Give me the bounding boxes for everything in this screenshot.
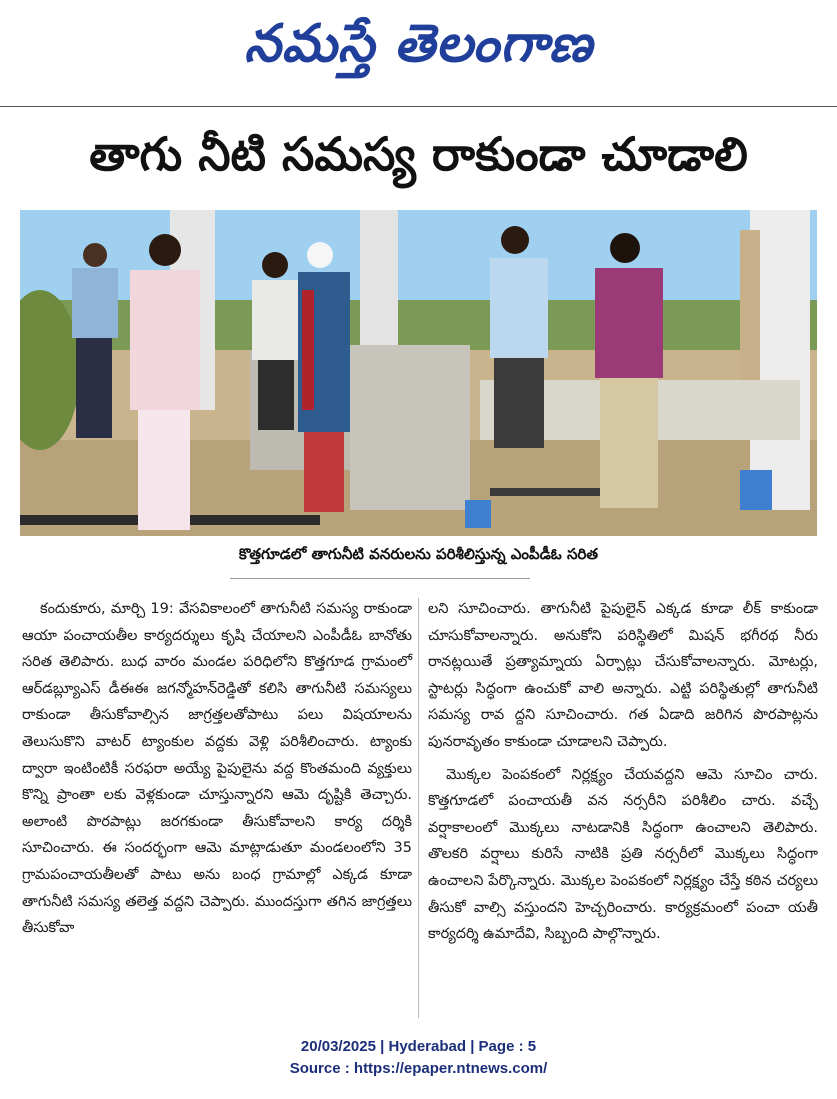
article-paragraph: కందుకూరు, మార్చి 19: వేసవికాలంలో తాగునీటి సమస్య రాకుండా ఆయా పంచాయతీల కార్యదర్శులు కృషి చేయాలని ఎంపీడీఓ బానోతు సరిత తెలిపారు. బుధ వారం మండల పరిధిలోని కొత్తగూడ గ్రామంలో ఆర్‌డబ్ల్యూఎస్ డీఈఈ జగన్మోహన్‌రెడ్డితో కలిసి తాగునీటి సమస్యలు రాకుండా తీసుకోవాల్సిన జాగ్రత్తలతోపాటు పలు విషయాలను తెలుసుకొని వాటర్ ట్యాంకుల వద్దకు వెళ్లి పరిశీలించారు. ట్యాంకు ద్వారా ఇంటింటికీ సరఫరా అయ్యే పైపులైను వద్ద కొంతమంది వ్యక్తులు కొన్ని ప్రాంతా లకు వెళ్లకుండా చూస్తున్నారని ఆమె దృష్టికి తెచ్చారు. అలాంటి పొరపాట్లు జరగకుండా తీసుకోవాలని కార్య దర్శికి సూచించారు. ఈ సందర్భంగా ఆమె మాట్లాడుతూ మండలంలోని 35 గ్రామపంచాయతీలతో పాటు అను బంధ గ్రామాల్లో ఎక్కడ కూడా తాగునీటి సమస్య తలెత్త వద్దని చెప్పారు. ముందస్తుగా తగిన జాగ్రత్తలు తీసుకోవా <box>22 601 412 937</box>
article-paragraph: మొక్కల పెంపకంలో నిర్లక్ష్యం చేయవద్దని ఆమె సూచిం చారు. కొత్తగూడలో పంచాయతీ వన నర్సరీని పరిశీలిం చారు. వచ్చే వర్షాకాలంలో మొక్కలు నాటడానికి సిద్ధంగా ఉంచాలని తెలిపారు. తొలకరి వర్షాలు కురిసే నాటికి ప్రతి నర్సరీలో మొక్కలు సిద్ధంగా ఉంచాలని పేర్కొన్నారు. మొక్కల పెంపకంలో నిర్లక్ష్యం చేస్తే కఠిన చర్యలు తీసుకో వాల్సి వస్తుందని హెచ్చరించారు. కార్యక్రమంలో పంచా యతీ కార్యదర్శి ఉమాదేవి, సిబ్బంది పాల్గొన్నారు. <box>428 766 818 943</box>
article-headline: తాగు నీటి సమస్య రాకుండా చూడాలి <box>89 127 748 181</box>
article-paragraph: లని సూచించారు. తాగునీటి పైపులైన్ ఎక్కడ కూడా లీక్ కాకుండా చూసుకోవాలన్నారు. అనుకోని పరిస్థితిలో మిషన్ భగీరథ నీరు రానట్లయితే ప్రత్యామ్నాయ ఏర్పాట్లు చేసుకోవాలన్నారు. మోటర్లు, స్టాటర్లు సిద్ధంగా ఉంచుకో వాలి అన్నారు. ఎట్టి పరిస్థితుల్లో తాగునీటి సమస్య రావ ద్దని సూచించారు. గత ఏడాది జరిగిన పొరపాట్లను పునరావృతం కాకుండా చూడాలని చెప్పారు. <box>428 601 818 750</box>
masthead <box>0 0 837 100</box>
page-footer <box>0 1036 837 1080</box>
photo-caption: కొత్తగూడలో తాగునీటి వనరులను పరిశీలిస్తున్న ఎంపీడీఓ సరిత <box>238 545 599 563</box>
masthead-divider <box>0 106 837 107</box>
column-divider <box>418 598 419 1018</box>
masthead-title: నమస్తే తెలంగాణ <box>244 13 593 74</box>
footer-source[interactable]: Source : https://epaper.ntnews.com/ <box>289 1060 548 1077</box>
footer-dateline: 20/03/2025 | Hyderabad | Page : 5 <box>300 1038 537 1055</box>
caption-divider <box>230 578 530 579</box>
article-photo <box>20 210 817 536</box>
photo-illustration <box>20 210 817 536</box>
article-column-left <box>22 596 412 942</box>
article-column-right <box>428 596 818 948</box>
